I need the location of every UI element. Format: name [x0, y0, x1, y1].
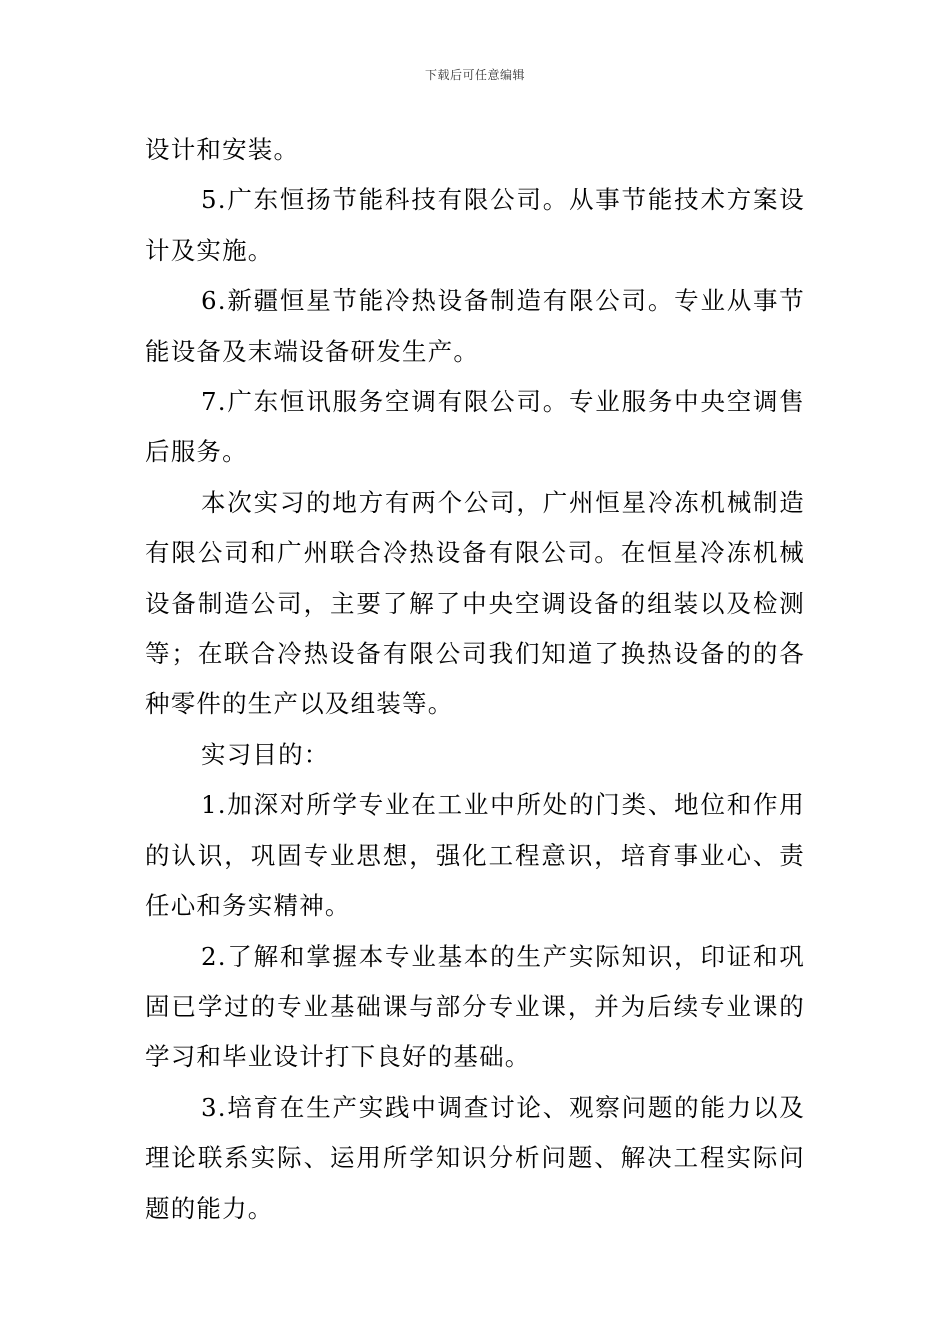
document-body — [145, 125, 805, 1234]
paragraph-objective-3: 3.培育在生产实践中调查讨论、观察问题的能力以及理论联系实际、运用所学知识分析问题、解决工程实际问题的能力。 — [145, 1092, 805, 1223]
paragraph-internship-location: 本次实习的地方有两个公司，广州恒星冷冻机械制造有限公司和广州联合冷热设备有限公司。在恒星冷冻机械设备制造公司，主要了解了中央空调设备的组装以及检测等；在联合冷热设备有限公司我们知道了换热设备的的各种零件的生产以及组装等。 — [145, 487, 805, 719]
paragraph-company-7: 7.广东恒讯服务空调有限公司。专业服务中央空调售后服务。 — [145, 387, 805, 467]
paragraph-objectives-heading: 实习目的： — [201, 739, 330, 769]
paragraph-company-6: 6.新疆恒星节能冷热设备制造有限公司。专业从事节能设备及末端设备研发生产。 — [145, 286, 805, 366]
paragraph-objective-1: 1.加深对所学专业在工业中所处的门类、地位和作用的认识，巩固专业思想，强化工程意识，培育事业心、责任心和务实精神。 — [145, 790, 805, 921]
page-header: 下载后可任意编辑 — [424, 68, 525, 82]
paragraph-objective-2: 2.了解和掌握本专业基本的生产实际知识，印证和巩固已学过的专业基础课与部分专业课，并为后续专业课的学习和毕业设计打下良好的基础。 — [145, 941, 805, 1072]
paragraph-continuation: 设计和安装。 — [145, 135, 300, 164]
paragraph-company-5: 5.广东恒扬节能科技有限公司。从事节能技术方案设计及实施。 — [145, 185, 805, 265]
